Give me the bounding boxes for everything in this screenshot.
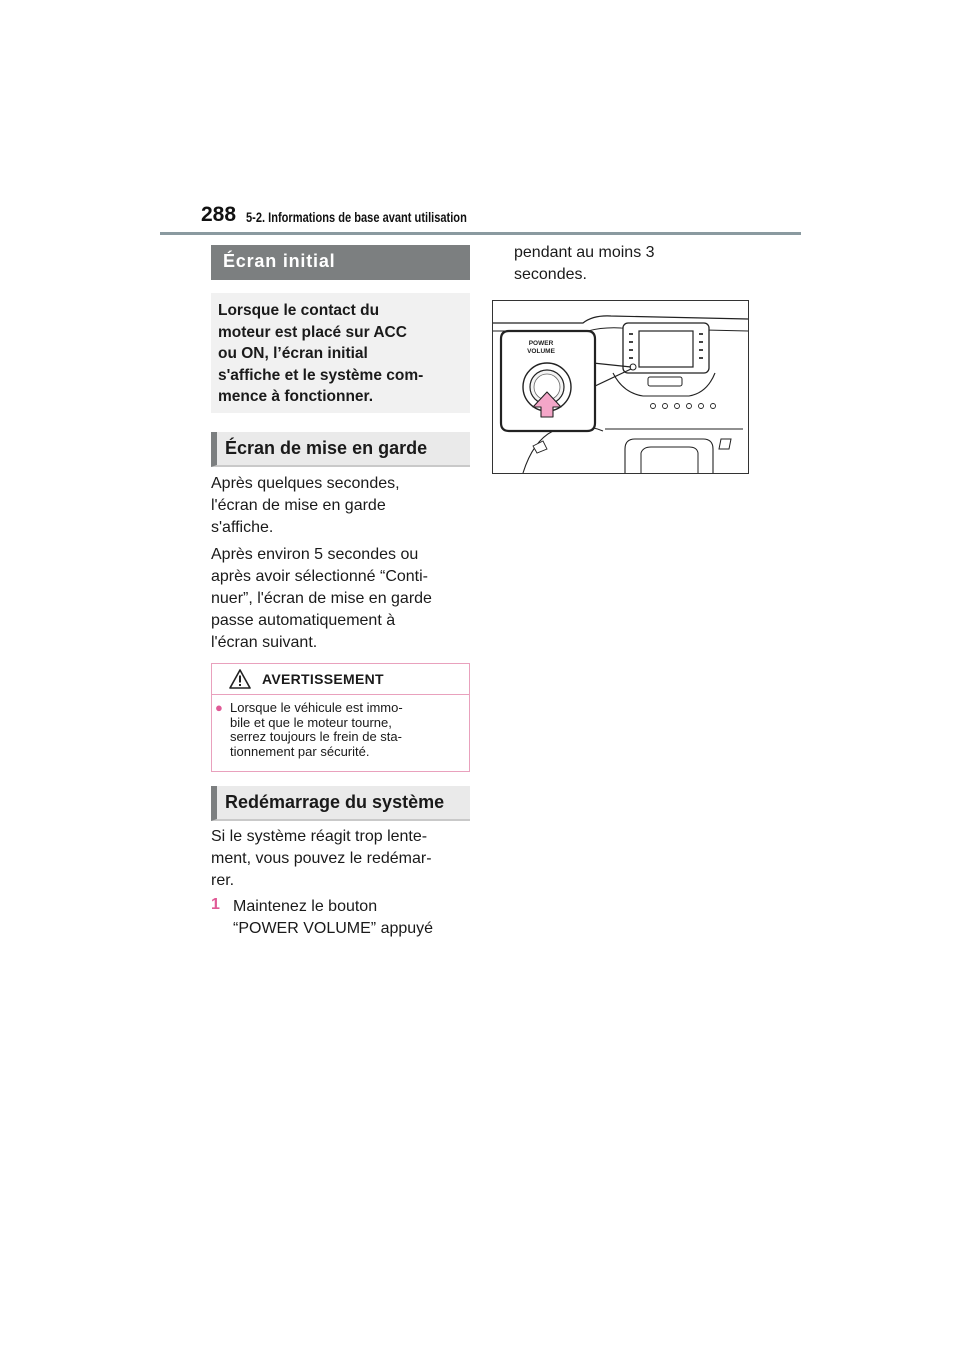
step-line: Maintenez le bouton [233, 898, 378, 915]
heading-warning-screen: Écran de mise en garde [211, 432, 470, 467]
warning-line: bile et que le moteur tourne, [230, 714, 392, 730]
step-number: 1 [211, 896, 220, 913]
dashboard-drawing [493, 301, 748, 473]
step-line: “POWER VOLUME” appuyé [233, 920, 434, 937]
intro-line: ou ON, l’écran initial [218, 345, 368, 362]
step-continuation [514, 242, 774, 286]
step-text [233, 896, 483, 940]
warning-line: Lorsque le véhicule est immo- [230, 700, 403, 715]
warning-triangle-icon [229, 669, 251, 689]
paragraph-line: après avoir sélectionné “Conti- [211, 568, 428, 585]
paragraph-line: Après quelques secondes, [211, 475, 400, 492]
intro-line: mence à fonctionner. [218, 388, 374, 405]
bullet-icon: ● [215, 700, 223, 715]
paragraph-line: passe automatiquement à [211, 612, 396, 629]
intro-box [211, 293, 470, 413]
heading-restart: Redémarrage du système [211, 786, 470, 821]
paragraph-line: l'écran suivant. [211, 634, 318, 651]
step-line: secondes. [514, 266, 587, 283]
warning-header [212, 664, 469, 695]
warning-title: AVERTISSEMENT [262, 671, 384, 687]
warning-body [212, 695, 469, 759]
figure-label-line1: POWER [528, 340, 554, 347]
paragraph-line: s'affiche. [211, 519, 274, 536]
paragraph-warning-continue [211, 544, 473, 654]
figure-label-line2: VOLUME [527, 348, 555, 355]
paragraph-line: Après environ 5 secondes ou [211, 546, 419, 563]
heading-initial-screen: Écran initial [211, 245, 470, 280]
paragraph-warning-appears [211, 473, 473, 539]
intro-line: moteur est placé sur ACC [218, 323, 407, 341]
paragraph-line: l'écran de mise en garde [211, 497, 386, 514]
header-rule [160, 232, 801, 235]
paragraph-line: Si le système réagit trop lente- [211, 828, 428, 845]
dashboard-illustration [492, 300, 749, 474]
warning-line: tionnement par sécurité. [230, 743, 370, 759]
warning-line: serrez toujours le frein de sta- [230, 729, 402, 744]
intro-line: Lorsque le contact du [218, 302, 380, 319]
paragraph-restart [211, 826, 473, 892]
step-line: pendant au moins 3 [514, 244, 655, 261]
section-header: 5-2. Informations de base avant utilisation [246, 210, 467, 225]
paragraph-line: rer. [211, 872, 235, 889]
warning-box [211, 663, 470, 772]
paragraph-line: ment, vous pouvez le redémar- [211, 850, 432, 867]
intro-line: s'affiche et le système com- [218, 366, 424, 384]
paragraph-line: nuer”, l'écran de mise en garde [211, 590, 432, 607]
page-number: 288 [201, 203, 237, 226]
